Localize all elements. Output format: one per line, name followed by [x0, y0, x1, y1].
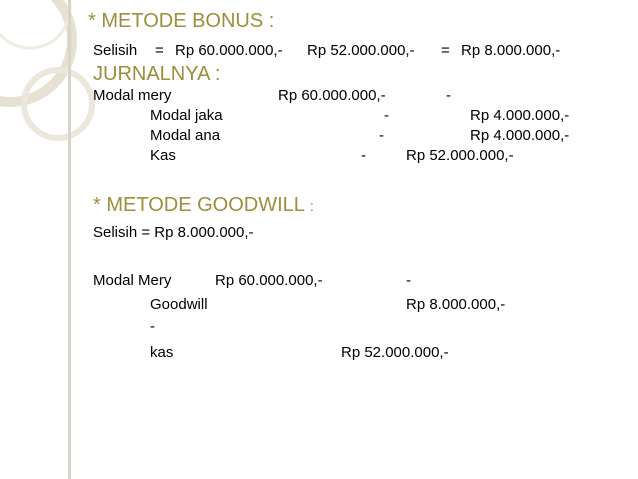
bonus-jurnal-heading: JURNALNYA :: [93, 63, 221, 85]
vertical-accent-bar: [68, 0, 71, 479]
bonus-row-credit: Rp 4.000.000,-: [470, 127, 570, 144]
bonus-heading: * METODE BONUS :: [88, 10, 275, 32]
bonus-row-account: Kas: [150, 147, 176, 164]
goodwill-row-account: -: [150, 318, 155, 335]
bonus-row-credit: Rp 52.000.000,-: [406, 147, 514, 164]
bonus-selisih-amount-a: Rp 60.000.000,-: [175, 42, 283, 59]
goodwill-row-debit: Rp 52.000.000,-: [341, 344, 449, 361]
goodwill-heading-colon: :: [309, 198, 314, 215]
bonus-selisih-label: Selisih: [93, 42, 138, 59]
goodwill-row-account: Modal Mery: [93, 272, 172, 289]
goodwill-row-credit: Rp 8.000.000,-: [406, 296, 506, 313]
goodwill-row-account: Goodwill: [150, 296, 208, 313]
goodwill-heading: [93, 194, 314, 217]
goodwill-selisih: Selisih = Rp 8.000.000,-: [93, 224, 254, 241]
bonus-selisih-eq2: =: [441, 42, 450, 59]
goodwill-row-account: kas: [150, 344, 174, 361]
bonus-row-account: Modal mery: [93, 87, 172, 104]
bonus-row-debit: Rp 60.000.000,-: [278, 87, 386, 104]
bonus-row-debit: -: [384, 107, 389, 124]
bonus-row-account: Modal ana: [150, 127, 221, 144]
bonus-row-account: Modal jaka: [150, 107, 223, 124]
bonus-selisih-amount-b: Rp 52.000.000,-: [307, 42, 415, 59]
goodwill-row-credit: -: [406, 272, 411, 289]
bonus-row-debit: -: [379, 127, 384, 144]
goodwill-row-debit: Rp 60.000.000,-: [215, 272, 323, 289]
bonus-row-debit: -: [361, 147, 366, 164]
bonus-selisih-result: Rp 8.000.000,-: [461, 42, 561, 59]
bonus-row-credit: Rp 4.000.000,-: [470, 107, 570, 124]
bonus-selisih-eq1: =: [155, 42, 164, 59]
goodwill-heading-text: * METODE GOODWILL: [93, 194, 305, 216]
ring-large: [0, 0, 72, 102]
bonus-row-credit: -: [446, 87, 451, 104]
